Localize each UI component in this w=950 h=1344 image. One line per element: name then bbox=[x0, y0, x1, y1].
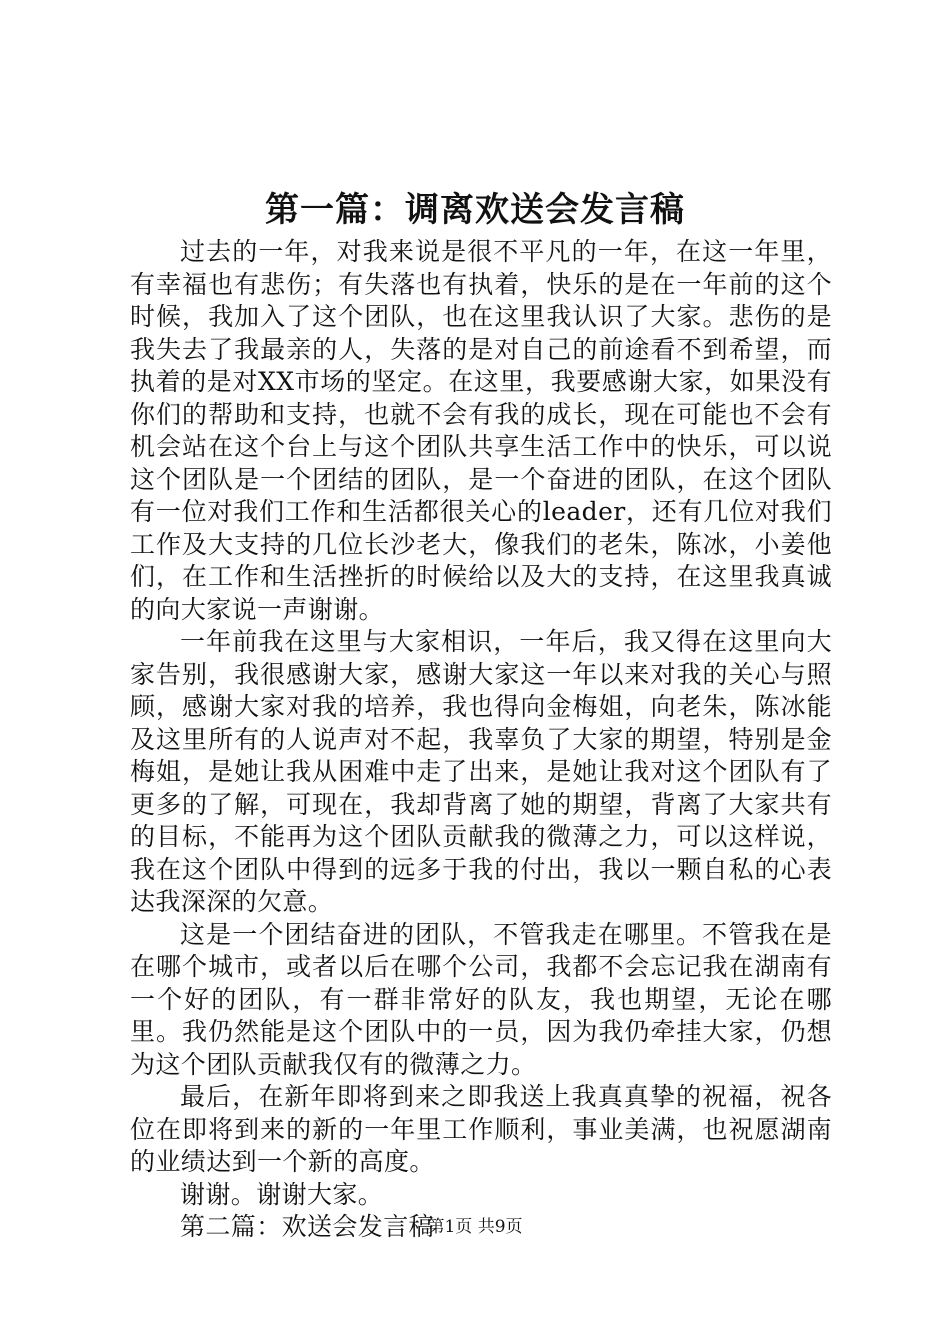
next-section-heading: 第二篇：欢送会发言稿 bbox=[180, 1212, 435, 1241]
paragraph-1: 过去的一年，对我来说是很不平凡的一年，在这一年里，有幸福也有悲伤；有失落也有执着，快乐的是在一年前的这个时候，我加入了这个团队，也在这里我认识了大家。悲伤的是我失去了我最亲的人，失落的是对自己的前途看不到希望，而执着的是对XX市场的坚定。在这里，我要感谢大家，如果没有你们的帮助和支持，也就不会有我的成长，现在可能也不会有机会站在这个台上与这个团队共享生活工作中的快乐，可以说这个团队是一个团结的团队，是一个奋进的团队，在这个团队有一位对我们工作和生活都很关心的leader，还有几位对我们工作及大支持的几位长沙老大，像我们的老朱，陈冰，小姜他们，在工作和生活挫折的时候给以及大的支持，在这里我真诚的向大家说一声谢谢。 bbox=[130, 237, 832, 624]
paragraph-3: 这是一个团结奋进的团队，不管我走在哪里。不管我在是在哪个城市，或者以后在哪个公司，我都不会忘记我在湖南有一个好的团队，有一群非常好的队友，我也期望，无论在哪里。我仍然能是这个团队中的一员，因为我仍牵挂大家，仍想为这个团队贡献我仅有的微薄之力。 bbox=[130, 919, 832, 1079]
document-title: 第一篇：调离欢送会发言稿 bbox=[265, 190, 685, 230]
paragraph-2: 一年前我在这里与大家相识，一年后，我又得在这里向大家告别，我很感谢大家，感谢大家这一年以来对我的关心与照顾，感谢大家对我的培养，我也得向金梅姐，向老朱，陈冰能及这里所有的人说声对不起，我辜负了大家的期望，特别是金梅姐，是她让我从困难中走了出来，是她让我对这个团队有了更多的了解，可现在，我却背离了她的期望，背离了大家共有的目标，不能再为这个团队贡献我的微薄之力，可以这样说，我在这个团队中得到的远多于我的付出，我以一颗自私的心表达我深深的欠意。 bbox=[130, 627, 832, 916]
paragraph-4: 最后，在新年即将到来之即我送上我真真挚的祝福，祝各位在即将到来的新的一年里工作顺利，事业美满，也祝愿湖南的业绩达到一个新的高度。 bbox=[130, 1082, 832, 1176]
closing-line: 谢谢。谢谢大家。 bbox=[180, 1179, 384, 1209]
page-indicator: 第1页 共9页 bbox=[427, 1217, 523, 1237]
page-footer bbox=[0, 1215, 950, 1239]
document-body bbox=[130, 236, 832, 1244]
